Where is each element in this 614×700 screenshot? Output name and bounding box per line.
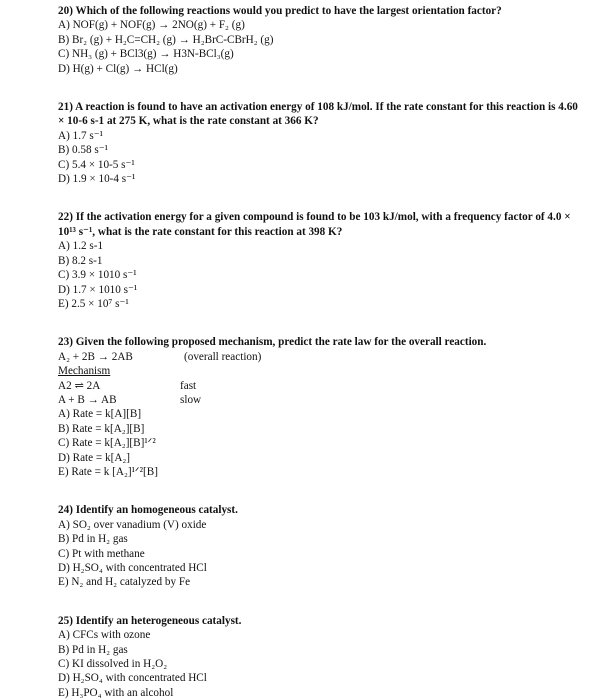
question-20-option-b: B) Br₂ (g) + H₂C=CH₂ (g) → H₂BrC-CBrH₂ (g) bbox=[58, 33, 274, 46]
question-20-option-c: C) NH₃ (g) + BCl3(g) → H3N-BCl₃(g) bbox=[58, 48, 234, 61]
question-20-option-a: A) NOF(g) + NOF(g) → 2NO(g) + F₂ (g) bbox=[58, 19, 245, 32]
question-24-option-c: C) Pt with methane bbox=[58, 547, 145, 560]
question-25-option-c: C) KI dissolved in H₂O₂ bbox=[58, 658, 168, 671]
question-23-option-d: D) Rate = k[A₂] bbox=[58, 451, 131, 464]
mechanism-step-2-equation: A + B → AB bbox=[58, 393, 117, 406]
question-23-option-b: B) Rate = k[A₂][B] bbox=[58, 422, 145, 435]
question-21-option-b: B) 0.58 s⁻¹ bbox=[58, 144, 108, 157]
question-23 bbox=[58, 335, 578, 479]
overall-reaction-label: (overall reaction) bbox=[184, 350, 262, 363]
question-22-option-e: E) 2.5 × 10⁷ s⁻¹ bbox=[58, 297, 129, 310]
question-22-option-a: A) 1.2 s-1 bbox=[58, 240, 104, 253]
question-21 bbox=[58, 100, 578, 186]
question-20-stem: 20) Which of the following reactions would you predict to have the largest orientation factor? bbox=[58, 5, 502, 17]
question-20-option-d: D) H(g) + Cl(g) → HCl(g) bbox=[58, 62, 178, 75]
mechanism-heading: Mechanism bbox=[58, 365, 111, 378]
question-25 bbox=[58, 614, 578, 700]
question-24-option-b: B) Pd in H₂ gas bbox=[58, 533, 128, 546]
mechanism-step-2-speed: slow bbox=[180, 393, 202, 406]
mechanism-step-1-equation: A2 ⇌ 2A bbox=[58, 379, 101, 392]
question-24-option-d: D) H₂SO₄ with concentrated HCl bbox=[58, 562, 207, 574]
question-23-option-a: A) Rate = k[A][B] bbox=[58, 408, 142, 421]
mechanism-step-1-speed: fast bbox=[180, 379, 197, 392]
question-21-option-d: D) 1.9 × 10-4 s⁻¹ bbox=[58, 173, 136, 186]
mechanism-step-1 bbox=[58, 379, 578, 393]
question-21-option-c: C) 5.4 × 10-5 s⁻¹ bbox=[58, 158, 135, 171]
question-22-option-b: B) 8.2 s-1 bbox=[58, 254, 103, 267]
question-25-option-b: B) Pd in H₂ gas bbox=[58, 643, 128, 656]
question-24-option-e: E) N₂ and H₂ catalyzed by Fe bbox=[58, 576, 191, 589]
overall-reaction-equation: A₂ + 2B → 2AB bbox=[58, 350, 133, 363]
overall-reaction-row bbox=[58, 350, 578, 364]
question-23-option-e: E) Rate = k [A₂]¹ᐟ²[B] bbox=[58, 465, 158, 478]
question-23-stem: 23) Given the following proposed mechanism, predict the rate law for the overall reaction. bbox=[58, 336, 487, 349]
question-22-option-c: C) 3.9 × 1010 s⁻¹ bbox=[58, 269, 137, 282]
mechanism-step-2 bbox=[58, 393, 578, 407]
question-21-stem: 21) A reaction is found to have an activation energy of 108 kJ/mol. If the rate constant for this reaction is 4.60 × 10-6 s-1 at 275 K, what is the rate constant at 366 K? bbox=[58, 101, 578, 128]
question-22 bbox=[58, 210, 578, 311]
question-22-option-d: D) 1.7 × 1010 s⁻¹ bbox=[58, 283, 138, 296]
question-22-stem: 22) If the activation energy for a given compound is found to be 103 kJ/mol, with a frequency factor of 4.0 × 10¹³ s⁻¹, what is the rate constant for this reaction at 398 K? bbox=[58, 211, 571, 238]
quiz-page bbox=[58, 4, 578, 700]
question-25-option-e: E) H₃PO₄ with an alcohol bbox=[58, 686, 174, 699]
question-24 bbox=[58, 503, 578, 589]
question-24-option-a: A) SO₂ over vanadium (V) oxide bbox=[58, 518, 207, 531]
question-20 bbox=[58, 4, 578, 76]
question-25-option-d: D) H₂SO₄ with concentrated HCl bbox=[58, 672, 207, 685]
question-25-stem: 25) Identify an heterogeneous catalyst. bbox=[58, 614, 242, 627]
question-25-option-a: A) CFCs with ozone bbox=[58, 629, 151, 642]
question-24-stem: 24) Identify an homogeneous catalyst. bbox=[58, 504, 238, 517]
question-21-option-a: A) 1.7 s⁻¹ bbox=[58, 129, 103, 142]
question-23-option-c: C) Rate = k[A₂][B]¹ᐟ² bbox=[58, 437, 156, 450]
